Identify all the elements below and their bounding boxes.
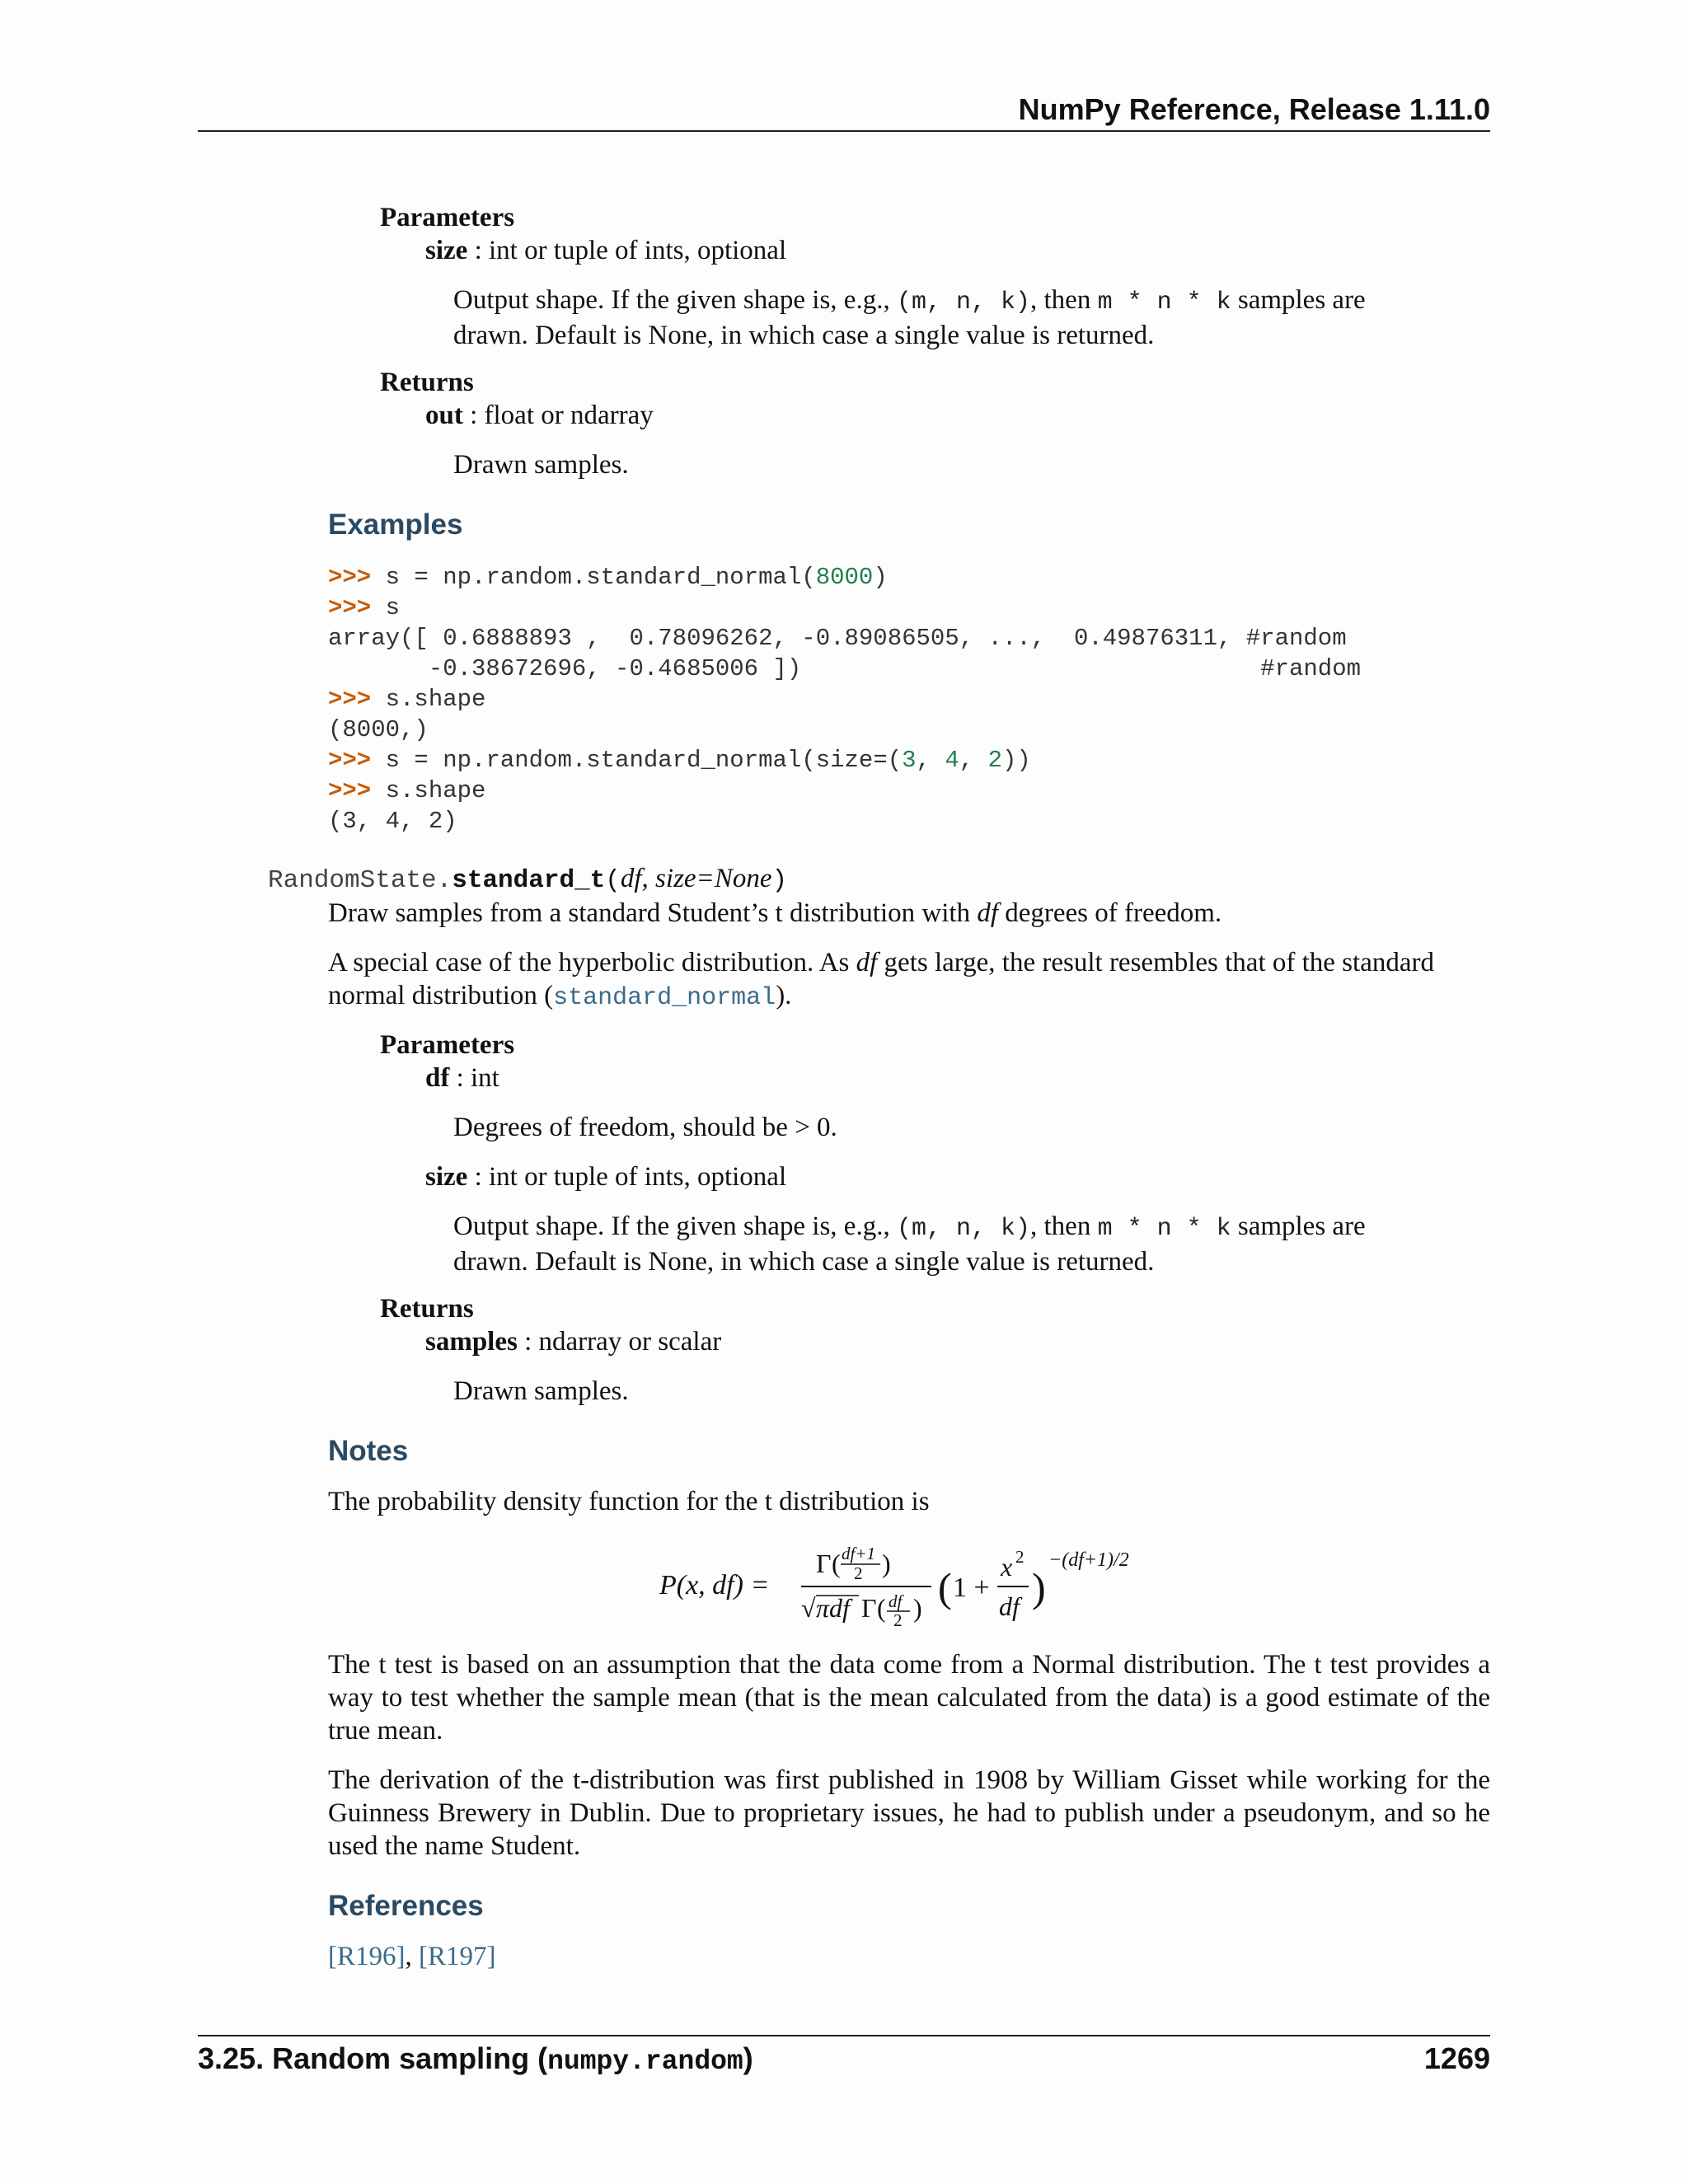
t-distribution-pdf-formula <box>659 1541 1170 1632</box>
param-size <box>425 234 786 267</box>
svg-text:x: x <box>1001 1552 1013 1582</box>
notes-heading: Notes <box>328 1435 409 1467</box>
reference-link-r197[interactable]: [R197] <box>419 1942 496 1971</box>
param-type: : int or tuple of ints, optional <box>467 236 787 265</box>
param-df-description: Degrees of freedom, should be > 0. <box>453 1113 837 1142</box>
standard-normal-link[interactable]: standard_normal <box>553 984 776 1012</box>
reference-link-r196[interactable]: [R196] <box>328 1942 406 1971</box>
return-samples: samples : ndarray or scalar <box>425 1327 722 1357</box>
returns-heading-2: Returns <box>380 1294 474 1324</box>
svg-text:): ) <box>1032 1564 1046 1610</box>
svg-text:): ) <box>913 1593 922 1623</box>
svg-text:(: ( <box>877 1593 886 1623</box>
return-samples-description: Drawn samples. <box>453 1376 629 1406</box>
notes-paragraph-t-test: The t test is based on an assumption that the data come from a Normal distribution. The t test provides a way to test whether the sample mean (that is the mean calculated from the data) is a good estimate of the true mean. <box>328 1650 1490 1746</box>
svg-text:df: df <box>889 1591 903 1611</box>
svg-text:1 +: 1 + <box>953 1572 990 1603</box>
param-size-2: size : int or tuple of ints, optional <box>425 1162 787 1192</box>
page-number: 1269 <box>1423 2041 1490 2075</box>
param-size-description: Output shape. If the given shape is, e.g., (m, n, k), then m * n * k samples are drawn. Default is None, in which case a single value is returned. <box>453 285 1366 350</box>
notes-intro: The probability density function for the t distribution is <box>328 1487 930 1516</box>
notes-paragraph-history: The derivation of the t-distribution was first published in 1908 by William Gisset while working for the Guinness Brewery in Dublin. Due to proprietary issues, he had to publish under a pseudonym, and so he used the name Student. <box>328 1765 1490 1861</box>
running-header-title: NumPy Reference, Release 1.11.0 <box>1018 92 1490 126</box>
footer-section-title: 3.25. Random sampling (numpy.random) <box>198 2041 753 2077</box>
function-signature: RandomState.standard_t(df, size=None) <box>268 864 788 895</box>
function-name: standard_t <box>452 866 606 895</box>
parameters-heading-2: Parameters <box>380 1030 515 1060</box>
svg-text:πdf: πdf <box>816 1593 850 1623</box>
parameters-heading: Parameters <box>380 203 515 232</box>
return-out: out : float or ndarray <box>425 401 654 430</box>
svg-text:(: ( <box>832 1549 841 1578</box>
formula-exponent: −(df+1)/2 <box>1048 1549 1129 1571</box>
svg-text:√: √ <box>801 1593 816 1623</box>
formula-lhs: P(x, df) = <box>659 1570 770 1601</box>
svg-text:(: ( <box>938 1564 952 1610</box>
svg-text:df+1: df+1 <box>842 1544 876 1563</box>
references-heading: References <box>328 1890 484 1922</box>
svg-text:): ) <box>882 1549 891 1578</box>
function-summary: Draw samples from a standard Student’s t distribution with df degrees of freedom. <box>328 898 1222 928</box>
code-example: >>> s = np.random.standard_normal(8000) >>> s array([ 0.6888893 , 0.78096262, -0.89086505, ..., 0.49876311, #random -0.38672696, -0.4685006 ]) #random >>> s.shape (8000,) >>> s = np.random.standard_normal(size=(3, 4, 2)) >>> s.shape (3, 4, 2) <box>328 564 1362 835</box>
references-list: [R196], [R197] <box>328 1942 496 1971</box>
returns-heading: Returns <box>380 368 474 397</box>
svg-text:Γ: Γ <box>816 1549 832 1578</box>
svg-text:Γ: Γ <box>861 1593 877 1623</box>
examples-heading: Examples <box>328 509 463 541</box>
svg-text:2: 2 <box>893 1610 903 1630</box>
return-out-description: Drawn samples. <box>453 450 629 480</box>
param-name: size <box>425 236 468 265</box>
param-size-description-2: Output shape. If the given shape is, e.g., (m, n, k), then m * n * k samples are drawn. Default is None, in which case a single value is returned. <box>453 1212 1366 1277</box>
special-case-paragraph: A special case of the hyperbolic distribution. As df gets large, the result resembles that of the standard normal distribution (standard_normal). <box>328 948 1434 1012</box>
svg-text:df: df <box>999 1591 1020 1621</box>
svg-text:2: 2 <box>854 1563 863 1583</box>
param-df: df : int <box>425 1063 499 1093</box>
header-rule <box>198 130 1490 132</box>
footer-rule <box>198 2035 1490 2036</box>
svg-text:2: 2 <box>1015 1547 1025 1567</box>
